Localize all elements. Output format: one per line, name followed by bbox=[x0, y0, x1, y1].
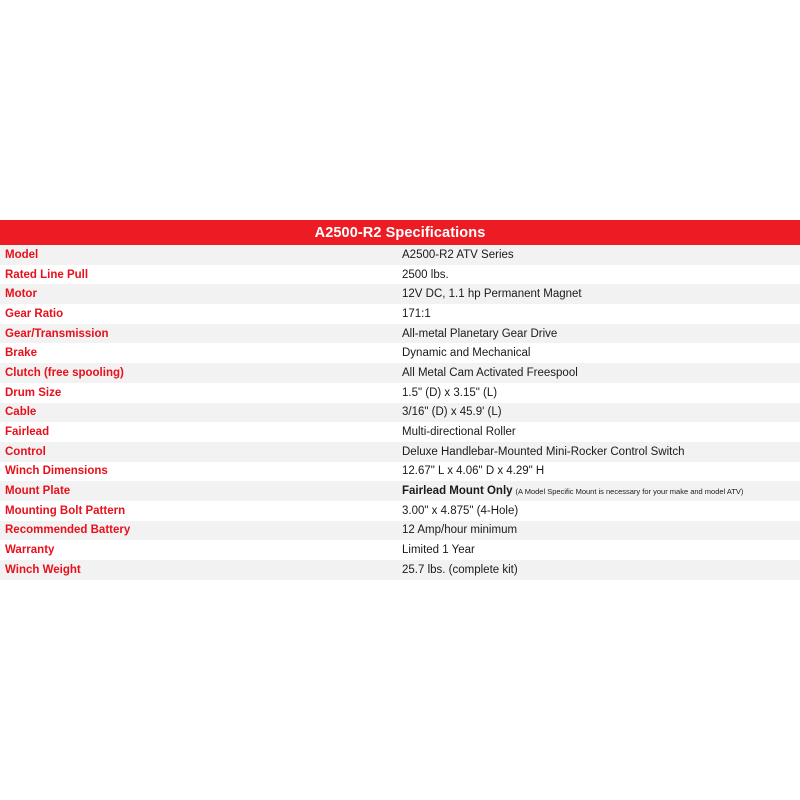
table-row bbox=[0, 462, 800, 482]
table-row bbox=[0, 442, 800, 462]
spec-value bbox=[400, 481, 800, 501]
spec-label: Model bbox=[5, 248, 39, 261]
spec-value-text: 12 Amp/hour minimum bbox=[402, 524, 518, 537]
spec-value bbox=[400, 422, 800, 442]
table-row bbox=[0, 324, 800, 344]
spec-value-text: All Metal Cam Activated Freespool bbox=[402, 366, 578, 379]
table-row bbox=[0, 422, 800, 442]
spec-label: Warranty bbox=[5, 544, 55, 557]
specifications-table-container bbox=[0, 220, 800, 580]
spec-label: Brake bbox=[5, 347, 37, 360]
specifications-table bbox=[0, 220, 800, 580]
spec-label: Drum Size bbox=[5, 386, 62, 399]
spec-label: Gear/Transmission bbox=[5, 327, 109, 340]
spec-value-text: 3.00" x 4.875" (4-Hole) bbox=[402, 504, 519, 517]
specifications-table-body bbox=[0, 220, 800, 580]
spec-value-text: 25.7 lbs. (complete kit) bbox=[402, 563, 518, 576]
table-row bbox=[0, 284, 800, 304]
spec-value bbox=[400, 521, 800, 541]
spec-label: Gear Ratio bbox=[5, 307, 64, 320]
spec-label: Mounting Bolt Pattern bbox=[5, 504, 126, 517]
table-row bbox=[0, 383, 800, 403]
spec-label: Fairlead bbox=[5, 426, 50, 439]
spec-value bbox=[400, 363, 800, 383]
spec-label: Recommended Battery bbox=[5, 524, 131, 537]
table-title-row bbox=[0, 220, 800, 245]
spec-value-note: (A Model Specific Mount is necessary for your make and model ATV) bbox=[515, 487, 744, 497]
spec-value bbox=[400, 462, 800, 482]
table-row bbox=[0, 363, 800, 383]
spec-value bbox=[400, 245, 800, 265]
spec-value-text: Limited 1 Year bbox=[402, 544, 475, 557]
spec-value-text: Deluxe Handlebar-Mounted Mini-Rocker Control Switch bbox=[402, 445, 685, 458]
spec-value bbox=[400, 343, 800, 363]
spec-value bbox=[400, 284, 800, 304]
spec-label: Control bbox=[5, 445, 46, 458]
spec-value-text: 12.67" L x 4.06" D x 4.29" H bbox=[402, 465, 545, 478]
table-row bbox=[0, 265, 800, 285]
spec-value-text: 1.5" (D) x 3.15" (L) bbox=[402, 386, 498, 399]
spec-value bbox=[400, 403, 800, 423]
table-row bbox=[0, 481, 800, 501]
spec-value bbox=[400, 501, 800, 521]
spec-value bbox=[400, 265, 800, 285]
table-row bbox=[0, 343, 800, 363]
table-title: A2500-R2 Specifications bbox=[0, 220, 800, 245]
spec-value bbox=[400, 383, 800, 403]
table-row bbox=[0, 540, 800, 560]
table-row bbox=[0, 245, 800, 265]
table-row bbox=[0, 403, 800, 423]
spec-value-text: Fairlead Mount Only bbox=[402, 485, 513, 498]
spec-value-text: All-metal Planetary Gear Drive bbox=[402, 327, 558, 340]
spec-label: Winch Dimensions bbox=[5, 465, 108, 478]
spec-value-text: 171:1 bbox=[402, 307, 431, 320]
table-row bbox=[0, 560, 800, 580]
spec-value-text: Dynamic and Mechanical bbox=[402, 347, 531, 360]
spec-value-text: 2500 lbs. bbox=[402, 268, 449, 281]
spec-label: Clutch (free spooling) bbox=[5, 366, 124, 379]
spec-value bbox=[400, 442, 800, 462]
spec-label: Rated Line Pull bbox=[5, 268, 89, 281]
spec-value-text: 12V DC, 1.1 hp Permanent Magnet bbox=[402, 288, 582, 301]
table-row bbox=[0, 501, 800, 521]
spec-value-text: A2500-R2 ATV Series bbox=[402, 248, 514, 261]
spec-label: Cable bbox=[5, 406, 37, 419]
table-row bbox=[0, 521, 800, 541]
spec-value bbox=[400, 540, 800, 560]
spec-label: Motor bbox=[5, 288, 37, 301]
spec-value bbox=[400, 324, 800, 344]
spec-value-text: Multi-directional Roller bbox=[402, 426, 516, 439]
spec-label: Mount Plate bbox=[5, 485, 71, 498]
spec-label: Winch Weight bbox=[5, 563, 81, 576]
spec-value bbox=[400, 304, 800, 324]
table-row bbox=[0, 304, 800, 324]
spec-value bbox=[400, 560, 800, 580]
spec-value-text: 3/16" (D) x 45.9' (L) bbox=[402, 406, 502, 419]
